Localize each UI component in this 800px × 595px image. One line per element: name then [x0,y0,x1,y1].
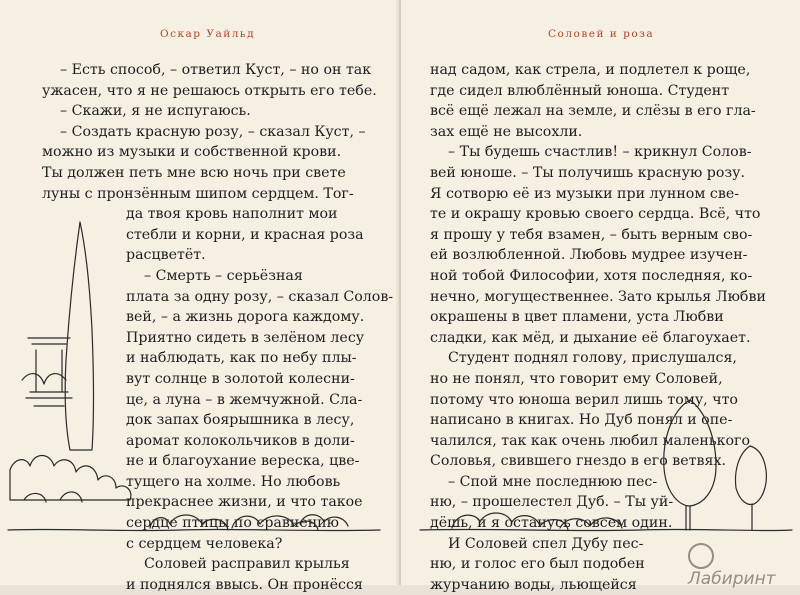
text-line: над садом, как стрела, и подлетел к роще, [430,62,751,78]
text-line: луны с пронзённым шипом сердцем. Тог- [42,185,354,202]
text-line: це, а луна – в жемчужной. Сла- [126,391,363,408]
text-line: прекраснее жизни, и что такое [126,494,363,511]
right-page-text [430,60,766,595]
text-line: ей возлюбленной. Любовь мудрее изучен- [430,247,748,264]
text-line: журчанию воды, льющейся [430,576,637,593]
text-line: вей, – а жизнь дорога каждому. [126,309,365,326]
text-line: плата за одну розу, – сказал Солов- [126,288,394,305]
text-line: аромат колокольчиков в доли- [126,432,355,449]
text-line: – Смерть – серьёзная [144,267,303,284]
text-line: И Соловей спел Дубу пес- [448,535,644,552]
text-line: Ты должен петь мне всю ночь при свете [42,164,346,181]
text-line: да твоя кровь наполнит мои [126,206,338,223]
text-line: стебли и корни, и красная роза [126,226,364,243]
text-line: можно из музыки и собственной крови. [42,144,342,161]
text-line: Соловей расправил крылья [144,556,350,573]
text-line: ню, и голос его был подобен [430,556,645,573]
text-line: не и благоухание вереска, цве- [126,453,360,470]
text-line: окрашены в цвет пламени, уста Любви [430,309,724,326]
watermark [688,543,800,589]
text-line: где сидел влюблённый юноша. Студент [430,82,730,99]
text-line: дёшь, и я останусь совсем один. [430,515,673,532]
text-line: те и окрашу кровью своего сердца. Всё, что [430,206,761,223]
text-line: чалился, так как очень любил маленького [430,432,750,449]
text-line: с сердцем человека? [126,535,283,552]
text-line: ной тобой Философии, хотя последняя, ко- [430,267,753,284]
text-line: и наблюдать, как по небу плы- [126,350,357,367]
text-line: – Ты будешь счастлив! – крикнул Солов- [448,144,752,161]
text-line: нечно, могущественнее. Зато крылья Любви [430,288,766,305]
text-line: Я сотворю её из музыки при лунном све- [430,185,740,202]
text-line: зах ещё не высохли. [430,123,583,140]
text-line: написано в книгах. Но Дуб понял и опе- [430,412,733,429]
text-line: и поднялся ввысь. Он пронёсся [126,576,363,593]
text-line: Студент поднял голову, прислушался, [448,350,737,367]
left-page [0,0,399,593]
labirint-logo-icon [688,543,714,569]
text-line: потому что юноша верил лишь тому, что [430,391,738,408]
watermark-text: Лабиринт [688,569,776,589]
left-page-header: Оскар Уайльд [160,28,256,40]
left-page-text [0,60,393,595]
text-line: вей юноше. – Ты получишь красную розу. [430,164,746,181]
text-line: я прошу у тебя взамен, – быть верным сво- [430,226,753,243]
text-line: расцветёт. [126,247,206,264]
text-line: – Создать красную розу, – сказал Куст, – [60,123,366,140]
text-line: Соловья, свившего гнездо в его ветвях. [430,453,726,470]
text-line: ню, – прошелестел Дуб. – Ты уй- [430,494,674,511]
text-line: Приятно сидеть в зелёном лесу [126,329,365,346]
text-line: сердце птицы по сравнению [126,515,339,532]
text-line: всё ещё лежал на земле, и слёзы в его гла- [430,103,756,120]
text-line: вут солнце в золотой колесни- [126,370,355,387]
text-line: – Спой мне последнюю пес- [448,473,658,490]
text-line: док запах боярышника в лесу, [126,412,355,429]
text-line: – Есть способ, – ответил Куст, – но он так [60,62,372,78]
text-line: – Скажи, я не испугаюсь. [60,103,251,120]
text-line: ужасен, что я не решаюсь открыть его тебе. [42,82,377,99]
text-line: но не понял, что говорит ему Соловей, [430,370,723,387]
text-line: сладки, как мёд, и дыхание её благоухает. [430,329,751,346]
text-line: тущего на холме. Но любовь [126,473,341,490]
right-page-header: Соловей и роза [548,28,655,40]
